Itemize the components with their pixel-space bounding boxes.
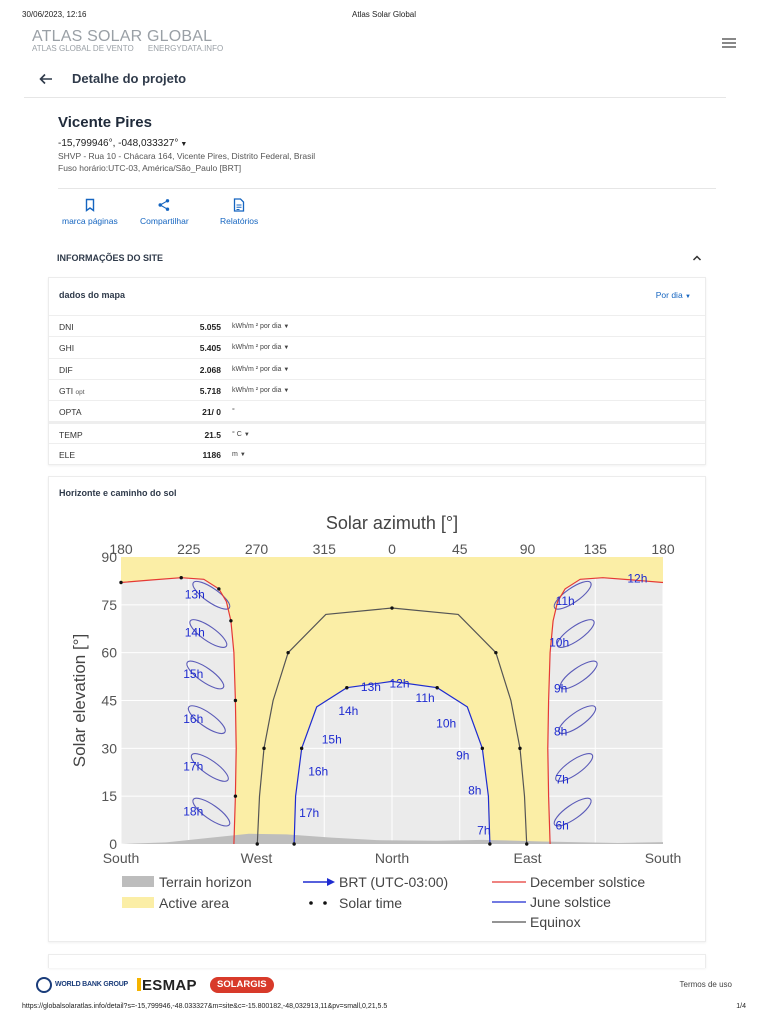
terms-link[interactable]: Termos de uso (679, 980, 732, 989)
legend-label: December solstice (530, 874, 646, 890)
hour-label: 16h (308, 764, 329, 779)
row-value: 2.068 (199, 364, 221, 375)
legend-label: Active area (159, 895, 230, 911)
sun-path-card (48, 476, 706, 942)
chevron-down-icon: ▼ (685, 294, 691, 300)
hour-label: 8h (468, 783, 482, 798)
share-button[interactable]: Compartilhar (140, 198, 189, 226)
legend-label: Terrain horizon (159, 874, 252, 890)
hour-label: 11h (555, 593, 575, 608)
unit-select[interactable]: kWh/m ² por dia ▼ (232, 386, 290, 394)
solar-time-dot (292, 842, 295, 845)
hour-label: 9h (553, 681, 568, 696)
chart-title: Solar azimuth [°] (325, 513, 459, 533)
legend-label: Equinox (530, 914, 581, 930)
hour-label: 18h (183, 804, 204, 819)
page-title: Detalhe do projeto (72, 71, 187, 86)
azimuth-tick-label: 90 (519, 541, 536, 557)
unit-select[interactable]: ° C ▼ (232, 431, 250, 439)
azimuth-tick-label: 45 (451, 541, 468, 557)
solargis-logo[interactable]: SOLARGIS (210, 977, 274, 993)
solar-time-dot (345, 686, 348, 689)
row-label: ELE (59, 449, 76, 460)
azimuth-tick-label: 270 (244, 541, 269, 557)
azimuth-tick-label: 225 (177, 541, 201, 557)
table-row (49, 400, 705, 421)
y-tick-label: 75 (101, 596, 117, 613)
solar-time-dot (229, 619, 232, 622)
y-tick-label: 15 (101, 788, 117, 805)
azimuth-tick-label: 135 (583, 541, 607, 557)
map-data-card (48, 277, 706, 465)
map-data-title: dados do mapa (59, 290, 126, 300)
legend-swatch (122, 897, 154, 908)
project-timezone: Fuso horário:UTC-03, América/São_Paulo [BRT] (58, 163, 242, 173)
hamburger-menu-icon[interactable] (722, 38, 736, 48)
map-data-rows (49, 315, 705, 464)
azimuth-tick-label: 180 (109, 541, 133, 557)
row-value: 21/ 0 (202, 407, 221, 418)
print-page: 1/4 (736, 1003, 746, 1010)
unit-select[interactable]: kWh/m ² por dia ▼ (232, 344, 290, 352)
y-tick-label: 60 (101, 644, 117, 661)
y-tick-label: 30 (101, 740, 117, 757)
hour-label: 12h (627, 571, 648, 586)
legend-swatch (323, 901, 327, 905)
hour-label: 13h (360, 679, 381, 694)
table-row (49, 379, 705, 400)
page-header (24, 64, 726, 98)
hour-label: 17h (299, 805, 320, 820)
brand-title[interactable]: ATLAS SOLAR GLOBAL (32, 28, 213, 45)
solar-time-dot (262, 747, 265, 750)
table-row (49, 336, 705, 357)
period-select[interactable]: Por dia ▼ (655, 290, 691, 300)
solar-time-dot (119, 581, 122, 584)
hour-label: 13h (184, 587, 205, 602)
chevron-up-icon[interactable] (691, 252, 703, 264)
hour-label: 8h (553, 724, 568, 739)
azimuth-tick-label: 315 (312, 541, 336, 557)
globe-icon (36, 977, 52, 993)
hour-label: 7h (555, 772, 569, 787)
wind-atlas-link[interactable]: ATLAS GLOBAL DE VENTO (32, 44, 134, 53)
print-datetime: 30/06/2023, 12:16 (22, 10, 87, 19)
table-row (49, 443, 705, 464)
azimuth-tick-label: 180 (651, 541, 675, 557)
hour-label: 15h (183, 667, 204, 682)
row-label: TEMP (59, 430, 83, 441)
app-bar (0, 26, 768, 60)
y-axis-label: Solar elevation [°] (70, 633, 89, 768)
hour-label: 6h (555, 818, 569, 833)
bookmark-button[interactable]: marca páginas (62, 198, 118, 226)
legend-label: Solar time (339, 895, 403, 911)
y-tick-label: 0 (109, 836, 117, 852)
cardinal-tick-label: West (240, 850, 273, 866)
legend-label: June solstice (530, 894, 611, 910)
hour-label: 12h (389, 676, 410, 691)
cardinal-tick-label: North (374, 850, 410, 866)
print-header (22, 10, 746, 22)
print-title: Atlas Solar Global (351, 10, 417, 19)
solar-time-dot (488, 842, 491, 845)
brand-links (32, 44, 235, 53)
footer (36, 975, 732, 995)
print-url: https://globalsolaratlas.info/detail?s=-15,799946,-48.033327&m=site&c=-15.800182,-48,032913,11&pv=small,0,21,5.5 (22, 1003, 388, 1010)
row-value: 5.055 (199, 322, 221, 332)
unit-select[interactable]: m ▼ (232, 450, 246, 458)
project-coords[interactable]: -15,799946°, -048,033327° ▼ (58, 138, 188, 149)
legend-swatch (327, 878, 335, 886)
hour-label: 7h (477, 823, 491, 838)
report-icon (232, 198, 246, 212)
hour-label: 17h (183, 759, 204, 774)
row-value: 21.5 (204, 430, 221, 441)
legend-swatch (309, 901, 313, 905)
row-value: 5.405 (199, 343, 221, 354)
solar-time-dot (481, 747, 484, 750)
legend-swatch (122, 876, 154, 887)
azimuth-tick-label: 0 (388, 541, 396, 557)
solar-time-dot (435, 686, 438, 689)
print-footer (22, 1003, 746, 1015)
energydata-link[interactable]: ENERGYDATA.INFO (147, 44, 224, 53)
y-tick-label: 90 (101, 549, 117, 565)
table-row (49, 421, 705, 442)
hour-label: 10h (436, 716, 457, 731)
cardinal-tick-label: South (644, 850, 682, 866)
world-bank-logo[interactable]: WORLD BANK GROUP (36, 977, 132, 993)
sun-path-title: Horizonte e caminho do sol (59, 488, 177, 498)
hour-label: 14h (338, 703, 359, 718)
cardinal-tick-label: East (513, 850, 542, 866)
hour-label: 11h (415, 691, 435, 706)
unit-select[interactable]: kWh/m ² por dia ▼ (232, 365, 290, 373)
row-label: GHI (59, 343, 75, 354)
legend-label: BRT (UTC-03:00) (339, 874, 449, 890)
row-label: DIF (59, 364, 73, 375)
row-label: GTI opt (59, 385, 85, 396)
solar-time-dot (518, 747, 521, 750)
share-icon (157, 198, 171, 212)
solar-time-dot (494, 651, 497, 654)
solar-time-dot (256, 842, 259, 845)
project-address: SHVP - Rua 10 - Chácara 164, Vicente Pires, Distrito Federal, Brasil (58, 151, 316, 161)
row-value: 5.718 (199, 385, 221, 396)
hour-label: 14h (184, 625, 205, 640)
solar-time-dot (286, 651, 289, 654)
y-tick-label: 45 (101, 692, 117, 709)
project-summary (58, 114, 708, 173)
table-row (49, 315, 705, 336)
solar-time-dot (234, 794, 237, 797)
reports-button[interactable]: Relatórios (220, 198, 258, 226)
esmap-logo[interactable]: ESMAP (137, 977, 197, 994)
hour-label: 15h (321, 732, 342, 747)
unit-select[interactable]: kWh/m ² por dia ▼ (232, 323, 290, 330)
row-value: 1186 (202, 449, 221, 460)
solar-time-dot (390, 606, 393, 609)
hour-label: 9h (456, 748, 470, 763)
project-name: Vicente Pires (58, 114, 152, 131)
back-arrow-icon[interactable] (38, 71, 54, 87)
solar-time-dot (300, 747, 303, 750)
solar-time-dot (525, 842, 528, 845)
hour-label: 16h (183, 711, 204, 726)
divider (58, 188, 716, 189)
row-label: OPTA (59, 407, 82, 418)
row-unit: ° (232, 408, 235, 416)
solar-time-dot (217, 587, 220, 590)
table-row (49, 358, 705, 379)
solar-time-dot (180, 576, 183, 579)
cardinal-tick-label: South (102, 850, 140, 866)
hour-label: 10h (549, 635, 570, 650)
row-label: DNI (59, 322, 74, 332)
solar-time-dot (234, 699, 237, 702)
site-info-title[interactable]: INFORMAÇÕES DO SITE (57, 253, 164, 263)
chevron-down-icon[interactable]: ▼ (180, 141, 188, 148)
bookmark-icon (83, 198, 97, 212)
sun-path-chart (49, 505, 705, 941)
next-card (48, 954, 706, 968)
